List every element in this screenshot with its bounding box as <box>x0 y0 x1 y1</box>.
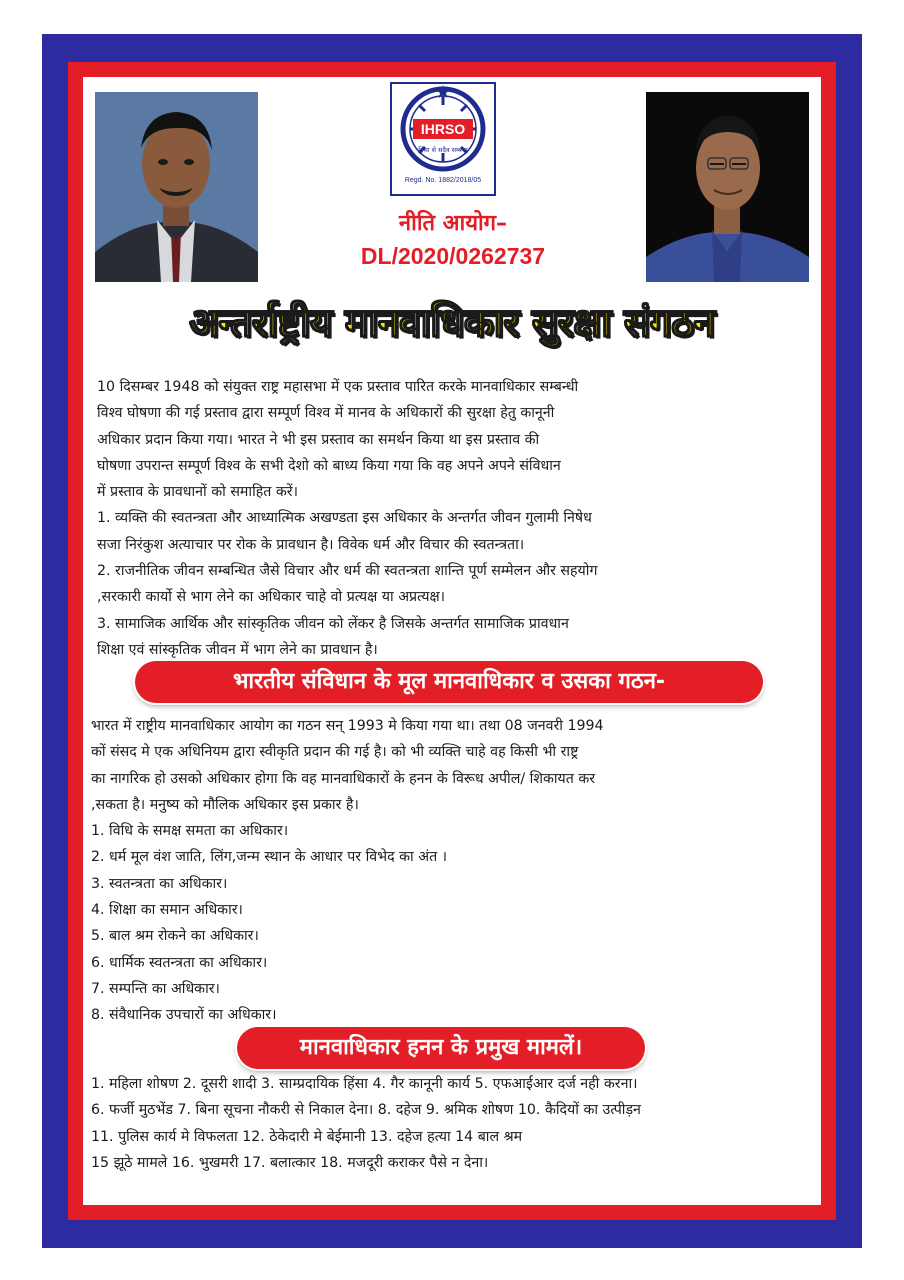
constitution-paragraph <box>91 713 811 1029</box>
niti-aayog-label: नीति आयोग– <box>398 211 508 236</box>
intro-paragraph <box>97 374 809 663</box>
violations-line: 1. महिला शोषण 2. दूसरी शादी 3. साम्प्रदायिक हिंसा 4. गैर कानूनी कार्य 5. एफआईआर दर्ज नही करना। <box>91 1076 638 1092</box>
right-portrait-illustration <box>646 92 809 282</box>
rights-list-item: 7. सम्पन्ति का अधिकार। <box>91 980 220 997</box>
rights-list-item: 1. विधि के समक्ष समता का अधिकार। <box>91 823 289 840</box>
left-portrait-illustration <box>95 92 258 282</box>
rights-list-item: 8. संवैधानिक उपचारों का अधिकार। <box>91 1007 277 1024</box>
intro-line: अधिकार प्रदान किया गया। भारत ने भी इस प्रस्ताव का समर्थन किया था इस प्रस्ताव की <box>97 431 540 448</box>
intro-line: में प्रस्ताव के प्रावधानों को समाहित करें। <box>97 484 298 501</box>
constitution-line: भारत में राष्ट्रीय मानवाधिकार आयोग का गठन सन् 1993 मे किया गया था। तथा 08 जनवरी 1994 <box>91 718 604 734</box>
intro-line: 1. व्यक्ति की स्वतन्त्रता और आध्यात्मिक अखण्डता इस अधिकार के अन्तर्गत जीवन गुलामी निषेध <box>97 510 592 527</box>
intro-line: 10 दिसम्बर 1948 को संयुक्त राष्ट्र महासभा में एक प्रस्ताव पारित करके मानवाधिकार सम्बन्धी <box>97 379 579 395</box>
left-portrait-photo <box>95 92 258 282</box>
logo-acronym: IHRSO <box>420 121 466 137</box>
constitution-line: कों संसद मे एक अधिनियम द्वारा स्वीकृति प्रदान की गई है। को भी व्यक्ति चाहे वह किसी भी राष्ट्र <box>91 744 579 761</box>
rights-list-item: 6. धार्मिक स्वतन्त्रता का अधिकार। <box>91 954 268 971</box>
section-heading-violations: मानवाधिकार हनन के प्रमुख मामलें। <box>237 1027 645 1069</box>
logo-motto: हिंसा से सदैव सम्बन्ध <box>418 146 468 154</box>
violations-line: 6. फर्जी मुठभेंड 7. बिना सूचना नौकरी से निकाल देना। 8. दहेज 9. श्रमिक शोषण 10. कैदियों का उत्पीड़न <box>91 1102 641 1119</box>
violations-line: 15 झूठे मामले 16. भुखमरी 17. बलात्कार 18. मजदूरी कराकर पैसे न देना। <box>91 1154 489 1171</box>
rights-list-item: 3. स्वतन्त्रता का अधिकार। <box>91 875 228 892</box>
rights-list-item: 5. बाल श्रम रोकने का अधिकार। <box>91 928 259 945</box>
violations-line: 11. पुलिस कार्य मे विफलता 12. ठेकेदारी मे बेईमानी 13. दहेज हत्या 14 बाल श्रम <box>91 1128 523 1145</box>
intro-line: ,सरकारी कार्यो से भाग लेने का अधिकार चाहे वो प्रत्यक्ष या अप्रत्यक्ष। <box>97 589 446 606</box>
right-portrait-photo <box>646 92 809 282</box>
registration-number: DL/2020/0262737 <box>360 243 546 269</box>
main-title: अन्तर्राष्ट्रीय मानवाधिकार सुरक्षा संगठन <box>189 301 715 346</box>
intro-line: विश्व घोषणा की गई प्रस्ताव द्वारा सम्पूर्ण विश्व में मानव के अधिकारों की सुरक्षा हेतु कानूनी <box>97 405 555 422</box>
rights-list-item: 4. शिक्षा का समान अधिकार। <box>91 902 243 919</box>
intro-line: 3. सामाजिक आर्थिक और सांस्कृतिक जीवन को लेंकर है जिसके अन्तर्गत सामाजिक प्रावधान <box>97 615 569 632</box>
ihrso-logo <box>389 81 497 197</box>
poster-content <box>83 77 821 1205</box>
intro-line: घोषणा उपरान्त सम्पूर्ण विश्व के सभी देशो को बाध्य किया गया कि वह अपने अपने संविधान <box>97 457 561 474</box>
intro-line: 2. राजनीतिक जीवन सम्बन्धित जैसे विचार और धर्म की स्वतन्त्रता शान्ति पूर्ण सम्मेलन और सहयोग <box>97 563 598 580</box>
constitution-line: ,सकता है। मनुष्य को मौलिक अधिकार इस प्रकार है। <box>91 796 359 813</box>
section-heading-constitution: भारतीय संविधान के मूल मानवाधिकार व उसका गठन- <box>135 661 763 703</box>
intro-line: सजा निरंकुश अत्याचार पर रोक के प्रावधान है। विवेक धर्म और विचार की स्वतन्त्रता। <box>97 536 525 553</box>
violations-list <box>91 1071 811 1176</box>
rights-list-item: 2. धर्म मूल वंश जाति, लिंग,जन्म स्थान के आधार पर विभेद का अंत । <box>91 849 448 866</box>
intro-line: शिक्षा एवं सांस्कृतिक जीवन में भाग लेने का प्रावधान है। <box>97 641 378 658</box>
constitution-line: का नागरिक हो उसको अधिकार होगा कि वह मानवाधिकारों के हनन के विरूध अपील/ शिकायत कर <box>91 770 596 787</box>
logo-reg-number: Regd. No. 1882/2018/05 <box>404 177 482 184</box>
